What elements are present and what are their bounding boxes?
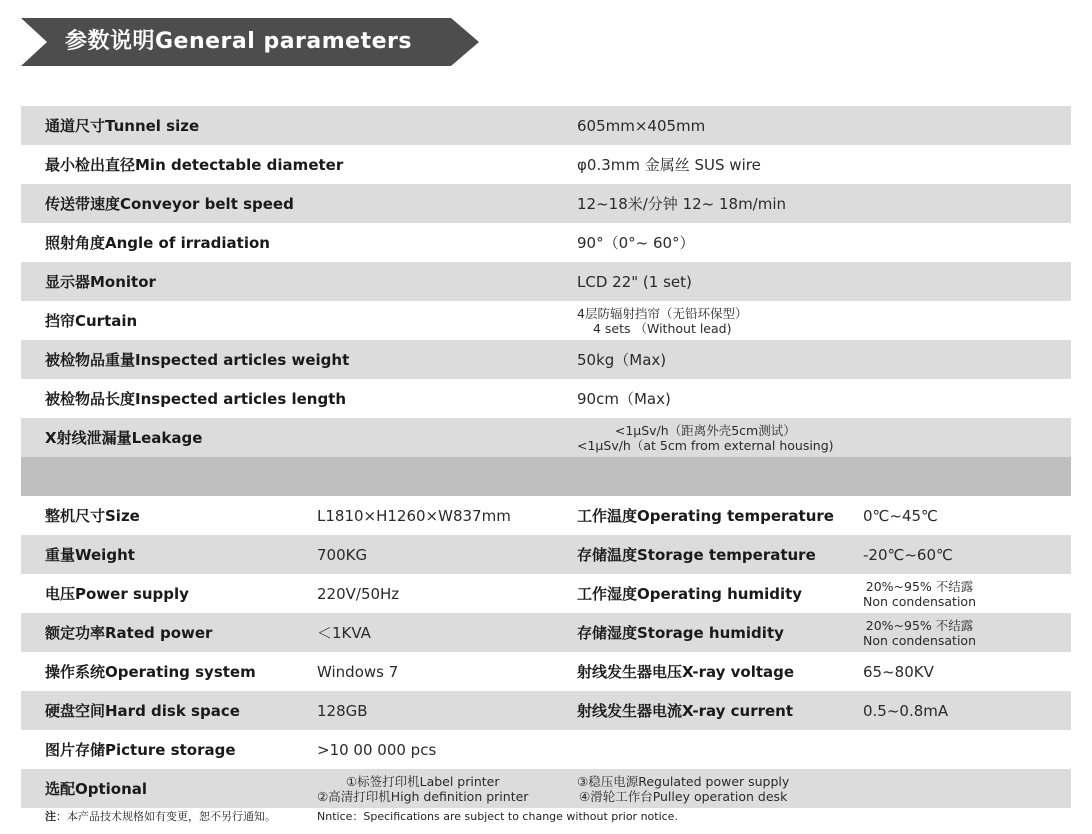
row-value-line: 4 sets （Without lead) (592, 320, 732, 336)
row-value: 0.5~0.8mA (863, 701, 949, 720)
table-row-curtain (21, 301, 1071, 340)
row-value: 90°（0°~ 60°） (577, 234, 695, 252)
row-value-line: Non condensation (863, 632, 977, 648)
row-value: 65~80KV (863, 662, 934, 681)
table-row-power-supply (21, 574, 1071, 613)
row-label: 图片存储Picture storage (45, 741, 236, 759)
table-row-hard-disk (21, 691, 1071, 730)
row-value-line: 20%~95% 不结露 (865, 617, 974, 633)
table-row-articles-length (21, 379, 1071, 418)
row-value-line: ④滑轮工作台Pulley operation desk (578, 788, 788, 804)
table-row-leakage (21, 418, 1071, 457)
row-label: 重量Weight (45, 546, 135, 564)
row-label: 最小检出直径Min detectable diameter (45, 156, 344, 174)
section-banner (21, 18, 479, 66)
row-value: 12~18米/分钟 12~ 18m/min (577, 195, 787, 213)
footer-note-en: Nntice：Specifications are subject to change without prior notice. (317, 810, 678, 823)
row-value: 50kg（Max) (577, 351, 667, 369)
row-label: 额定功率Rated power (45, 624, 213, 642)
table-row-tunnel-size (21, 106, 1071, 145)
row-value: 220V/50Hz (317, 584, 400, 603)
table-row-monitor (21, 262, 1071, 301)
row-value: 605mm×405mm (577, 116, 706, 135)
footer-note-cn (45, 808, 276, 824)
table-row-irradiation-angle (21, 223, 1071, 262)
row-label: 照射角度Angle of irradiation (45, 234, 270, 252)
table-row-weight (21, 535, 1071, 574)
table-row-min-diameter (21, 145, 1071, 184)
row-value-line: 4层防辐射挡帘（无铅环保型） (577, 305, 748, 321)
row-label: 工作温度Operating temperature (577, 507, 834, 525)
row-label: 被检物品长度Inspected articles length (45, 390, 347, 408)
row-value-line: ①标签打印机Label printer (345, 773, 500, 789)
table-row-belt-speed (21, 184, 1071, 223)
row-value-line: <1μSv/h（at 5cm from external housing) (577, 437, 834, 453)
row-value-line: ②高清打印机High definition printer (317, 788, 529, 804)
row-label: 显示器Monitor (45, 273, 156, 291)
row-value (863, 613, 976, 652)
row-value-line: 20%~95% 不结露 (865, 578, 974, 594)
table-row-operating-system (21, 652, 1071, 691)
footer-note-label: 注 (45, 810, 56, 823)
footer-note-text: ：本产品技术规格如有变更，恕不另行通知。 (56, 810, 276, 823)
row-value: 128GB (317, 701, 368, 720)
row-value-line: Non condensation (863, 593, 977, 609)
row-value: -20℃~60℃ (863, 545, 953, 564)
row-value (863, 574, 976, 613)
row-label: 操作系统Operating system (45, 663, 256, 681)
table-row-picture-storage (21, 730, 1071, 769)
row-label: 射线发生器电流X-ray current (577, 702, 794, 720)
section-separator (21, 457, 1071, 496)
table-row-size (21, 496, 1071, 535)
row-value-line: <1μSv/h（距离外壳5cm测试） (614, 422, 796, 438)
row-label: 射线发生器电压X-ray voltage (577, 663, 795, 681)
row-value (577, 769, 789, 808)
row-value: 90cm（Max) (577, 390, 671, 408)
row-value: Windows 7 (317, 662, 399, 681)
row-label: 通道尺寸Tunnel size (45, 117, 200, 135)
row-label: 整机尺寸Size (45, 507, 140, 525)
row-value: LCD 22" (1 set) (577, 272, 692, 291)
parameters-table (21, 106, 1071, 808)
row-value: φ0.3mm 金属丝 SUS wire (577, 156, 761, 174)
row-value-line: ③稳压电源Regulated power supply (577, 773, 790, 789)
row-label: 传送带速度Conveyor belt speed (45, 195, 294, 213)
row-value: ＜1KVA (317, 624, 371, 642)
row-value: L1810×H1260×W837mm (317, 506, 511, 525)
row-value: 700KG (317, 545, 368, 564)
row-label: X射线泄漏量Leakage (45, 429, 203, 447)
row-value (317, 769, 528, 808)
row-label: 选配Optional (45, 780, 148, 798)
row-value: 0℃~45℃ (863, 506, 938, 525)
row-label: 被检物品重量Inspected articles weight (45, 351, 350, 369)
table-row-rated-power (21, 613, 1071, 652)
table-row-optional (21, 769, 1071, 808)
row-label: 挡帘Curtain (45, 312, 138, 330)
row-label: 存储温度Storage temperature (577, 546, 816, 564)
row-value (577, 301, 747, 340)
row-label: 存储湿度Storage humidity (577, 624, 784, 642)
page-title: 参数说明General parameters (65, 29, 412, 54)
row-value (577, 418, 834, 457)
row-value: >10 00 000 pcs (317, 740, 437, 759)
row-label: 工作湿度Operating humidity (577, 585, 803, 603)
table-row-articles-weight (21, 340, 1071, 379)
row-label: 电压Power supply (45, 585, 189, 603)
row-label: 硬盘空间Hard disk space (45, 702, 240, 720)
